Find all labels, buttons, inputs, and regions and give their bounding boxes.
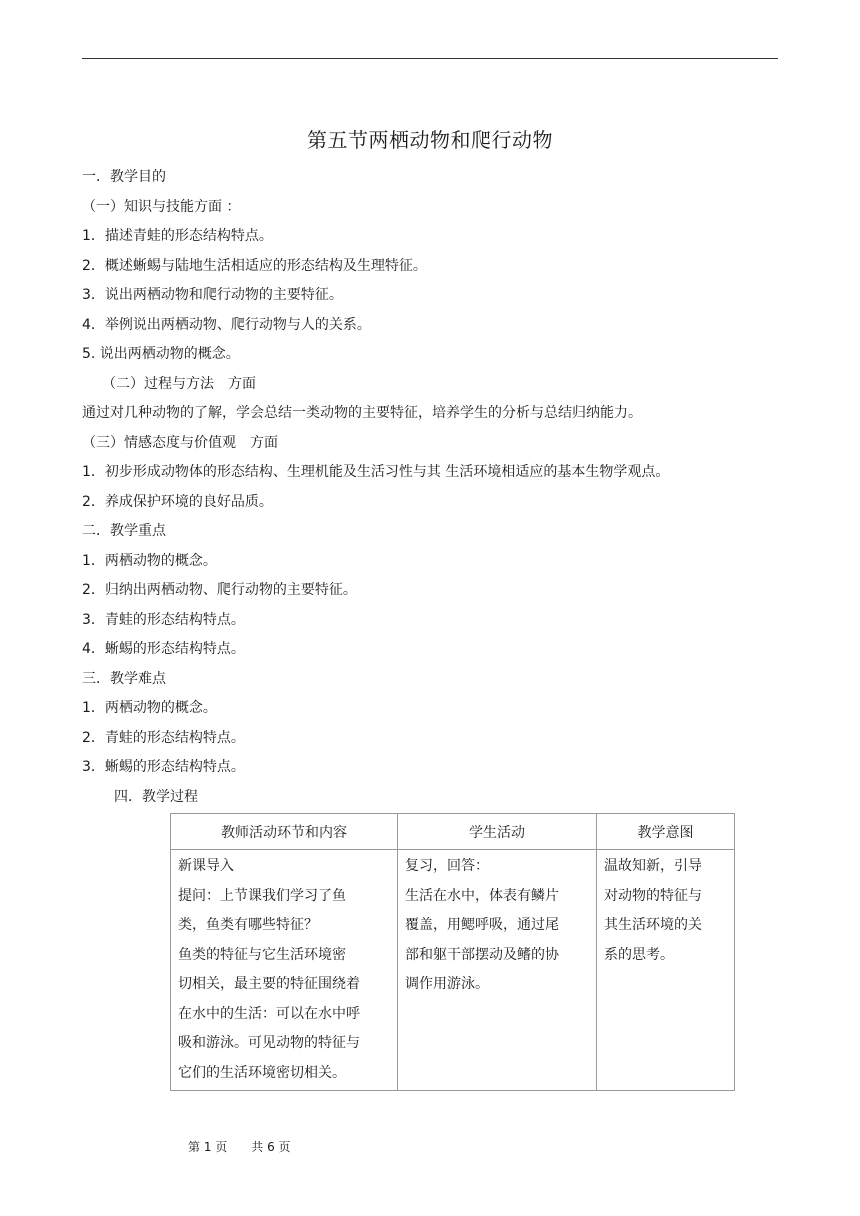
body-line: （三）情感态度与价值观 方面 [82,434,278,451]
body-line: 3．青蛙的形态结构特点。 [82,611,245,628]
cell-student-activity [398,850,597,1091]
page-title: 第五节两栖动物和爬行动物 [307,128,553,152]
body-line: 3．说出两栖动物和爬行动物的主要特征。 [82,287,343,303]
body-line: 二．教学重点 [82,523,166,539]
body-line: 4．蜥蜴的形态结构特点。 [82,641,245,657]
body-line: 1．两栖动物的概念。 [82,700,217,716]
page-footer: 第 1 页 共 6 页 [188,1140,291,1154]
cell-text-line: 生活在水中，体表有鳞片 [405,887,559,904]
header-student-activity: 学生活动 [398,814,597,850]
body-line: 1．初步形成动物体的形态结构、生理机能及生活习性与其 生活环境相适应的基本生物学观点。 [82,464,670,480]
cell-text-line: 鱼类的特征与它生活环境密 [178,946,346,963]
cell-text-line: 新课导入 [178,858,234,874]
body-line: （二）过程与方法 方面 [102,375,256,392]
header-teacher-activity: 教师活动环节和内容 [171,814,398,850]
header-rule [82,58,778,59]
body-line: 2．养成保护环境的良好品质。 [82,493,273,510]
header-teaching-intent: 教学意图 [597,814,735,850]
body-line: 一．教学目的 [82,169,166,185]
body-line: 3．蜥蜴的形态结构特点。 [82,759,245,775]
table-body [171,850,735,1091]
cell-teaching-intent [597,850,735,1091]
cell-text-line: 切相关，最主要的特征围绕着 [178,976,360,992]
cell-text-line: 系的思考。 [604,946,674,963]
cell-teacher-activity [171,850,398,1091]
body-line: 4．举例说出两栖动物、爬行动物与人的关系。 [82,316,371,333]
teaching-process-table [170,813,735,1091]
cell-text-line: 复习，回答： [405,858,489,874]
cell-text-line: 温故知新，引导 [604,858,702,874]
table-header-row [171,814,735,850]
body-line: 1．两栖动物的概念。 [82,552,217,569]
cell-text-line: 调作用游泳。 [405,976,489,992]
cell-text-line: 部和躯干部摆动及鳍的协 [405,946,559,963]
body-line: 5. 说出两栖动物的概念。 [82,346,240,362]
body-text [82,163,782,812]
cell-text-line: 覆盖，用鳃呼吸，通过尾 [405,917,559,933]
cell-text-line: 在水中的生活：可以在水中呼 [178,1005,360,1022]
body-line: 2．归纳出两栖动物、爬行动物的主要特征。 [82,582,357,598]
body-line: 2．概述蜥蜴与陆地生活相适应的形态结构及生理特征。 [82,257,427,274]
body-line: 2．青蛙的形态结构特点。 [82,729,245,746]
body-line: （一）知识与技能方面 ： [82,198,241,215]
body-line: 1．描述青蛙的形态结构特点。 [82,228,273,244]
cell-text-line: 其生活环境的关 [604,917,702,933]
cell-text-line: 它们的生活环境密切相关。 [178,1064,346,1081]
cell-text-line: 对动物的特征与 [604,887,702,904]
body-line: 三．教学难点 [82,670,166,687]
cell-text-line: 类，鱼类有哪些特征？ [178,917,318,933]
table-row [171,850,735,1091]
cell-text-line: 提问：上节课我们学习了鱼 [178,887,346,904]
body-line: 通过对几种动物的了解，学会总结一类动物的主要特征，培养学生的分析与总结归纳能力。 [82,405,642,421]
body-line: 四．教学过程 [114,788,198,805]
cell-text-line: 吸和游泳。可见动物的特征与 [178,1035,360,1051]
